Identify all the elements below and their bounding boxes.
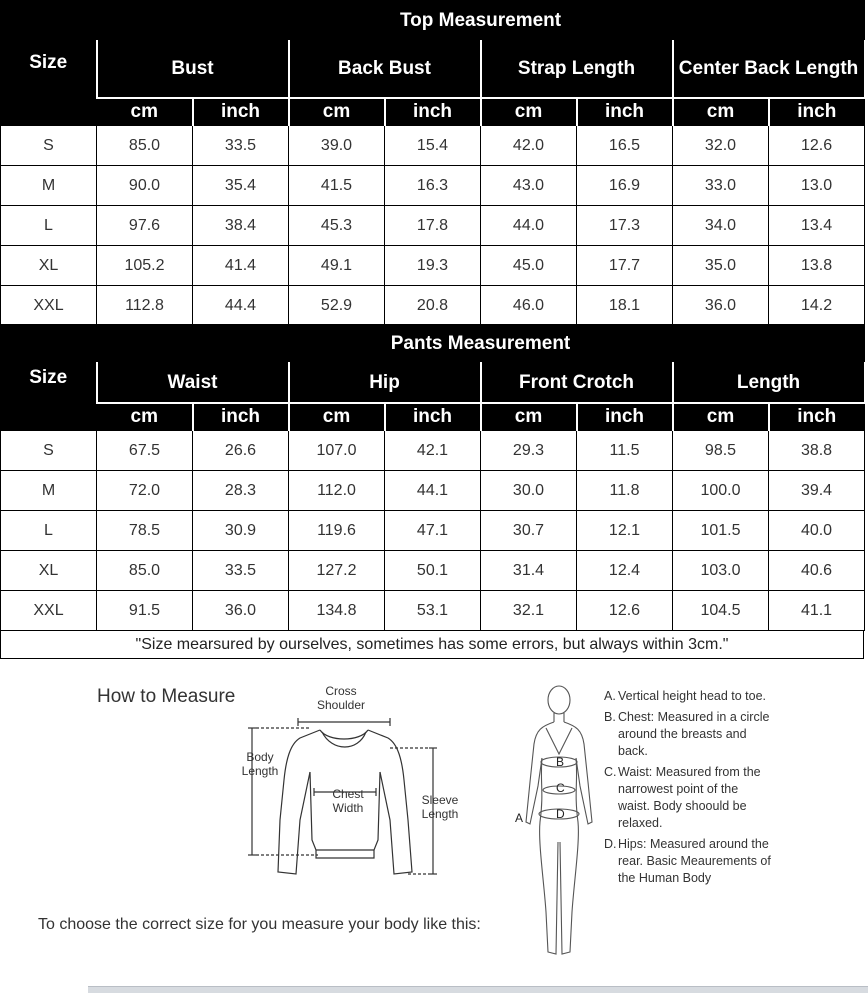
value-cell: 42.0 xyxy=(481,126,577,166)
value-cell: 44.1 xyxy=(385,471,481,511)
measurement-note: "Size mearsured by ourselves, sometimes has some errors, but always within 3cm." xyxy=(0,630,864,659)
legend-item xyxy=(604,709,772,760)
value-cell: 49.1 xyxy=(289,246,385,286)
top-measurement-table xyxy=(0,0,866,326)
value-cell: 46.0 xyxy=(481,286,577,326)
value-cell: 107.0 xyxy=(289,431,385,471)
label-line: Length xyxy=(241,764,279,778)
label-line: Body xyxy=(246,750,274,764)
value-cell: 20.8 xyxy=(385,286,481,326)
legend-text: Waist: Measured from the narrowest point of the waist. Body shoould be relaxed. xyxy=(618,765,761,830)
value-cell: 17.3 xyxy=(577,206,673,246)
value-cell: 127.2 xyxy=(289,551,385,591)
value-cell: 16.5 xyxy=(577,126,673,166)
table-row xyxy=(1,551,865,591)
value-cell: 103.0 xyxy=(673,551,769,591)
unit-header: cm xyxy=(481,403,577,431)
table-row xyxy=(1,471,865,511)
value-cell: 30.7 xyxy=(481,511,577,551)
legend-item xyxy=(604,688,772,705)
legend-item xyxy=(604,836,772,887)
value-cell: 28.3 xyxy=(193,471,289,511)
unit-header: inch xyxy=(193,403,289,431)
value-cell: 134.8 xyxy=(289,591,385,631)
top-rows xyxy=(1,126,865,326)
value-cell: 97.6 xyxy=(97,206,193,246)
table-row xyxy=(1,511,865,551)
value-cell: 45.0 xyxy=(481,246,577,286)
table-row xyxy=(1,166,865,206)
size-cell: M xyxy=(1,166,97,206)
size-cell: XXL xyxy=(1,591,97,631)
value-cell: 35.0 xyxy=(673,246,769,286)
value-cell: 12.4 xyxy=(577,551,673,591)
value-cell: 50.1 xyxy=(385,551,481,591)
value-cell: 47.1 xyxy=(385,511,481,551)
legend-key: C. xyxy=(604,765,617,779)
table-row xyxy=(1,206,865,246)
value-cell: 78.5 xyxy=(97,511,193,551)
value-cell: 17.7 xyxy=(577,246,673,286)
value-cell: 40.0 xyxy=(769,511,865,551)
table-row xyxy=(1,126,865,166)
size-cell: L xyxy=(1,511,97,551)
value-cell: 13.0 xyxy=(769,166,865,206)
unit-header: inch xyxy=(193,98,289,126)
value-cell: 72.0 xyxy=(97,471,193,511)
value-cell: 33.0 xyxy=(673,166,769,206)
size-header: Size xyxy=(1,1,97,126)
size-header: Size xyxy=(1,325,97,431)
table-title: Top Measurement xyxy=(97,1,865,41)
value-cell: 26.6 xyxy=(193,431,289,471)
legend-key: B. xyxy=(604,710,616,724)
value-cell: 36.0 xyxy=(673,286,769,326)
value-cell: 67.5 xyxy=(97,431,193,471)
value-cell: 16.9 xyxy=(577,166,673,206)
value-cell: 32.1 xyxy=(481,591,577,631)
value-cell: 30.0 xyxy=(481,471,577,511)
measurement-legend xyxy=(604,688,772,891)
label-line: Shoulder xyxy=(316,698,366,712)
legend-key: A. xyxy=(604,689,616,703)
column-header: Waist xyxy=(97,363,289,403)
value-cell: 40.6 xyxy=(769,551,865,591)
value-cell: 44.4 xyxy=(193,286,289,326)
legend-text: Chest: Measured in a circle around the breasts and back. xyxy=(618,710,770,758)
value-cell: 101.5 xyxy=(673,511,769,551)
unit-header: inch xyxy=(577,98,673,126)
value-cell: 43.0 xyxy=(481,166,577,206)
value-cell: 91.5 xyxy=(97,591,193,631)
size-cell: S xyxy=(1,126,97,166)
value-cell: 100.0 xyxy=(673,471,769,511)
value-cell: 105.2 xyxy=(97,246,193,286)
legend-text: Hips: Measured around the rear. Basic Meaurements of the Human Body xyxy=(618,837,771,885)
size-cell: S xyxy=(1,431,97,471)
table-row xyxy=(1,591,865,631)
pants-rows xyxy=(1,431,865,631)
size-cell: XL xyxy=(1,246,97,286)
unit-header: inch xyxy=(577,403,673,431)
value-cell: 12.6 xyxy=(769,126,865,166)
table-row xyxy=(1,246,865,286)
value-cell: 35.4 xyxy=(193,166,289,206)
column-header: Strap Length xyxy=(481,41,673,98)
value-cell: 85.0 xyxy=(97,126,193,166)
figure-letter: B xyxy=(556,755,565,769)
value-cell: 29.3 xyxy=(481,431,577,471)
legend-key: D. xyxy=(604,837,617,851)
value-cell: 36.0 xyxy=(193,591,289,631)
value-cell: 17.8 xyxy=(385,206,481,246)
size-cell: M xyxy=(1,471,97,511)
unit-header: inch xyxy=(769,403,865,431)
size-cell: L xyxy=(1,206,97,246)
value-cell: 34.0 xyxy=(673,206,769,246)
value-cell: 38.4 xyxy=(193,206,289,246)
value-cell: 85.0 xyxy=(97,551,193,591)
value-cell: 44.0 xyxy=(481,206,577,246)
label-line: Chest xyxy=(332,787,364,801)
value-cell: 33.5 xyxy=(193,551,289,591)
value-cell: 13.8 xyxy=(769,246,865,286)
body-figure-icon xyxy=(514,682,604,972)
table-row xyxy=(1,431,865,471)
label-line: Width xyxy=(332,801,364,815)
unit-header: cm xyxy=(289,403,385,431)
value-cell: 39.0 xyxy=(289,126,385,166)
value-cell: 112.0 xyxy=(289,471,385,511)
value-cell: 38.8 xyxy=(769,431,865,471)
value-cell: 16.3 xyxy=(385,166,481,206)
unit-header: cm xyxy=(481,98,577,126)
how-to-measure-title: How to Measure xyxy=(97,686,236,707)
table-title: Pants Measurement xyxy=(97,325,865,363)
value-cell: 53.1 xyxy=(385,591,481,631)
value-cell: 12.1 xyxy=(577,511,673,551)
label-line: Cross xyxy=(325,684,357,698)
value-cell: 13.4 xyxy=(769,206,865,246)
pants-measurement-table xyxy=(0,324,866,631)
figure-letter: A xyxy=(515,811,524,825)
value-cell: 52.9 xyxy=(289,286,385,326)
size-cell: XL xyxy=(1,551,97,591)
value-cell: 45.3 xyxy=(289,206,385,246)
unit-header: cm xyxy=(97,98,193,126)
column-header: Front Crotch xyxy=(481,363,673,403)
column-header: Length xyxy=(673,363,865,403)
column-header: Back Bust xyxy=(289,41,481,98)
value-cell: 41.5 xyxy=(289,166,385,206)
unit-header: cm xyxy=(673,98,769,126)
value-cell: 11.8 xyxy=(577,471,673,511)
unit-header: inch xyxy=(385,403,481,431)
value-cell: 33.5 xyxy=(193,126,289,166)
value-cell: 18.1 xyxy=(577,286,673,326)
unit-header: cm xyxy=(673,403,769,431)
label-line: Sleeve xyxy=(421,793,459,807)
figure-letter: D xyxy=(556,807,565,821)
value-cell: 39.4 xyxy=(769,471,865,511)
value-cell: 90.0 xyxy=(97,166,193,206)
value-cell: 32.0 xyxy=(673,126,769,166)
unit-header: inch xyxy=(769,98,865,126)
legend-text: Vertical height head to toe. xyxy=(618,689,767,703)
figure-letter: C xyxy=(556,781,565,795)
table-row xyxy=(1,286,865,326)
column-header: Center Back Length xyxy=(673,41,865,98)
value-cell: 104.5 xyxy=(673,591,769,631)
sweater-diagram-icon xyxy=(240,700,455,885)
legend-item xyxy=(604,764,772,832)
value-cell: 12.6 xyxy=(577,591,673,631)
value-cell: 112.8 xyxy=(97,286,193,326)
unit-header: inch xyxy=(385,98,481,126)
value-cell: 98.5 xyxy=(673,431,769,471)
column-header: Hip xyxy=(289,363,481,403)
value-cell: 41.1 xyxy=(769,591,865,631)
size-cell: XXL xyxy=(1,286,97,326)
unit-header: cm xyxy=(97,403,193,431)
choose-size-instruction: To choose the correct size for you measure your body like this: xyxy=(38,916,481,933)
label-line: Length xyxy=(421,807,459,821)
value-cell: 14.2 xyxy=(769,286,865,326)
value-cell: 41.4 xyxy=(193,246,289,286)
value-cell: 42.1 xyxy=(385,431,481,471)
value-cell: 15.4 xyxy=(385,126,481,166)
value-cell: 11.5 xyxy=(577,431,673,471)
value-cell: 31.4 xyxy=(481,551,577,591)
unit-header: cm xyxy=(289,98,385,126)
value-cell: 30.9 xyxy=(193,511,289,551)
value-cell: 119.6 xyxy=(289,511,385,551)
value-cell: 19.3 xyxy=(385,246,481,286)
column-header: Bust xyxy=(97,41,289,98)
